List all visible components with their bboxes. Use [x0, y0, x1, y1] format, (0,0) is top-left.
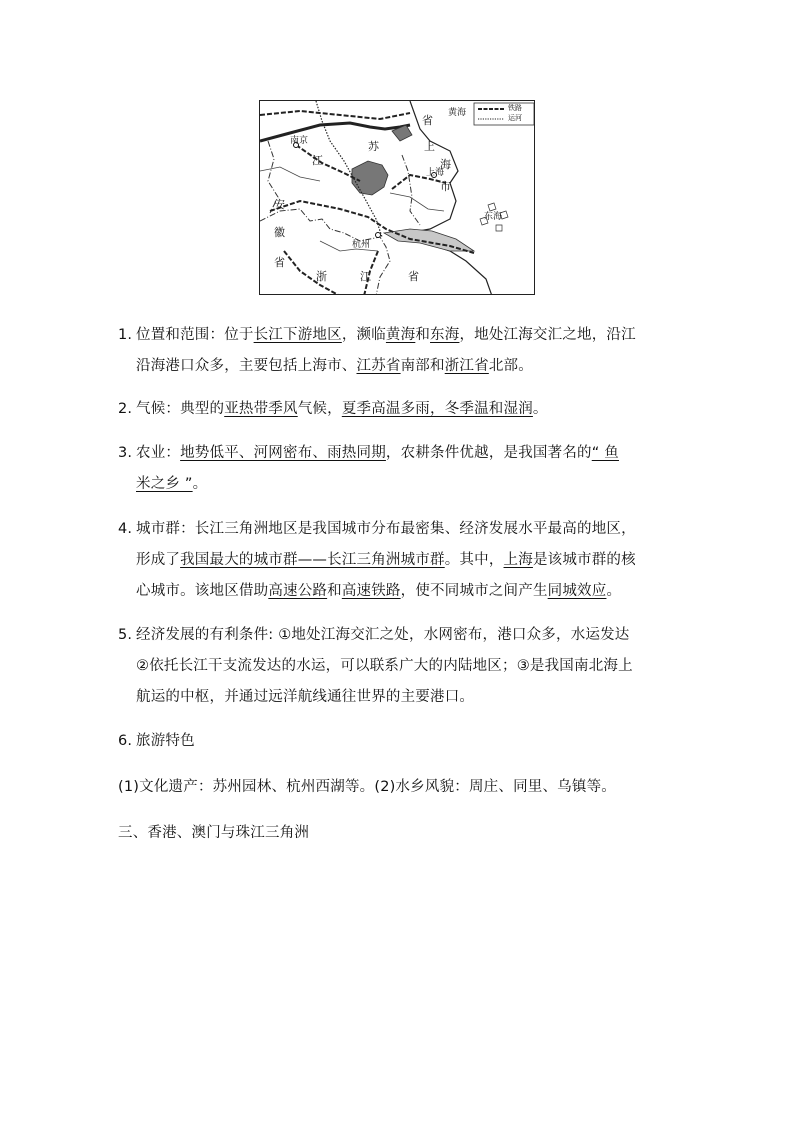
item-number: 2. [118, 401, 133, 417]
item-text: 位置和范围：位于 [136, 327, 254, 343]
item-climate [118, 394, 698, 425]
jiang-bottom-label: 江 [360, 270, 371, 283]
underlined-answer: 亚热带季风 [224, 401, 298, 417]
legend-box [474, 103, 534, 125]
item-tourism [118, 726, 698, 757]
shanghai-hai-label: 海 [440, 158, 451, 171]
item-text: 心城市。该地区借助 [136, 583, 269, 599]
item-location [118, 320, 698, 382]
taihu-lake [352, 161, 388, 195]
yangtze-delta-map [259, 100, 535, 295]
item-tourism-detail [118, 772, 738, 803]
an-label: 安 [274, 198, 285, 211]
jiang-left-label: 江 [312, 154, 323, 167]
item-text: 。 [532, 401, 548, 417]
underlined-answer: 高速公路 [268, 583, 328, 599]
legend-canal-label: 运河 [508, 114, 522, 122]
item-text: 。 [192, 476, 208, 492]
zhe-label: 浙 [316, 270, 327, 283]
item-economy [118, 620, 698, 713]
railway-3 [296, 145, 360, 181]
item-text: ，地处江海交汇之地，沿江 [459, 327, 636, 343]
underlined-answer: 夏季高温多雨，冬季温和湿润 [341, 401, 533, 417]
underlined-answer: 江苏省 [356, 358, 401, 374]
item-text: 形成了 [136, 552, 181, 568]
underlined-answer: 东海 [430, 327, 460, 343]
item-number: 4. [118, 521, 133, 537]
hangzhou-label: 杭州 [352, 240, 371, 250]
item-number: 6. [118, 733, 133, 749]
item-text: 南部和 [400, 358, 445, 374]
item-text: 旅游特色 [136, 733, 195, 749]
legend-railway-label: 铁路 [508, 104, 522, 112]
item-text: 经济发展的有利条件: ①地处江海交汇之处，水网密布，港口众多，水运发达 [136, 627, 630, 643]
item-line [118, 545, 698, 576]
section-heading-text: 三、香港、澳门与珠江三角洲 [118, 825, 310, 841]
item-text: ，农耕条件优越，是我国著名的 [385, 445, 592, 461]
underlined-answer: 地势低平、河网密布、雨热同期 [180, 445, 386, 461]
item-text: 气候：典型的 [136, 401, 225, 417]
yangtze-river [260, 123, 410, 141]
underlined-answer: 浙江省 [444, 358, 489, 374]
underlined-answer: 上海 [503, 552, 533, 568]
sheng-bottom-label: 省 [408, 270, 419, 283]
item-number: 5. [118, 627, 133, 643]
item-text: 。其中， [444, 552, 504, 568]
hangzhou-dot [376, 233, 381, 238]
item-text: 是该城市群的核 [532, 552, 636, 568]
item-line [118, 351, 698, 382]
river-1 [260, 167, 320, 181]
item-text: ，濒临 [341, 327, 386, 343]
sheng-north-label: 省 [422, 114, 433, 127]
item-text: 农业： [136, 445, 181, 461]
item-line: ②依托长江干支流发达的水运，可以联系广大的内陆地区；③是我国南北海上 [136, 658, 633, 674]
underlined-answer: 同城效应 [547, 583, 607, 599]
item-text: 和 [327, 583, 342, 599]
item-city-cluster [118, 514, 698, 607]
item-text: 沿海港口众多，主要包括上海市、 [136, 358, 357, 374]
underlined-answer: “ 鱼 [591, 445, 619, 461]
item-line [118, 576, 698, 607]
item-text: ，使不同城市之间产生 [400, 583, 548, 599]
item-text: 气候， [297, 401, 342, 417]
underlined-answer: 米之乡 ” [136, 476, 193, 492]
item-number: 3. [118, 445, 133, 461]
railway-1 [260, 111, 410, 119]
su-label: 苏 [368, 140, 379, 153]
underlined-answer: 高速铁路 [341, 583, 401, 599]
shanghai-city-label: 上海 [426, 168, 445, 178]
item-line [118, 469, 698, 500]
sheng-left-label: 省 [274, 256, 285, 269]
nanjing-label: 南京 [290, 136, 309, 146]
shanghai-shi-label: 市 [440, 180, 451, 193]
item-text: 北部。 [488, 358, 533, 374]
east-sea-label: 东海 [484, 212, 503, 222]
item-number: 1. [118, 327, 133, 343]
underlined-answer: 黄海 [385, 327, 416, 343]
shanghai-shang-label: 上 [424, 140, 435, 153]
item-text: 和 [415, 327, 431, 343]
item-text: (1)文化遗产：苏州园林、杭州西湖等。(2)水乡风貌：周庄、同里、乌镇等。 [118, 779, 616, 795]
river-2 [390, 193, 444, 211]
item-agriculture [118, 438, 698, 500]
item-text: 。 [606, 583, 622, 599]
railway-5 [284, 251, 340, 295]
map-graphic [260, 101, 535, 295]
item-line: 航运的中枢，并通过远洋航线通往世界的主要港口。 [136, 689, 475, 705]
underlined-answer: 我国最大的城市群——长江三角洲城市群 [180, 552, 445, 568]
underlined-answer: 长江下游地区 [253, 327, 342, 343]
yellow-sea-label: 黄海 [448, 108, 467, 118]
item-text: 城市群：长江三角洲地区是我国城市分布最密集、经济发展水平最高的地区， [136, 521, 636, 537]
hui-label: 徽 [274, 226, 285, 239]
province-boundary-3 [402, 155, 420, 225]
section-heading [118, 818, 698, 849]
